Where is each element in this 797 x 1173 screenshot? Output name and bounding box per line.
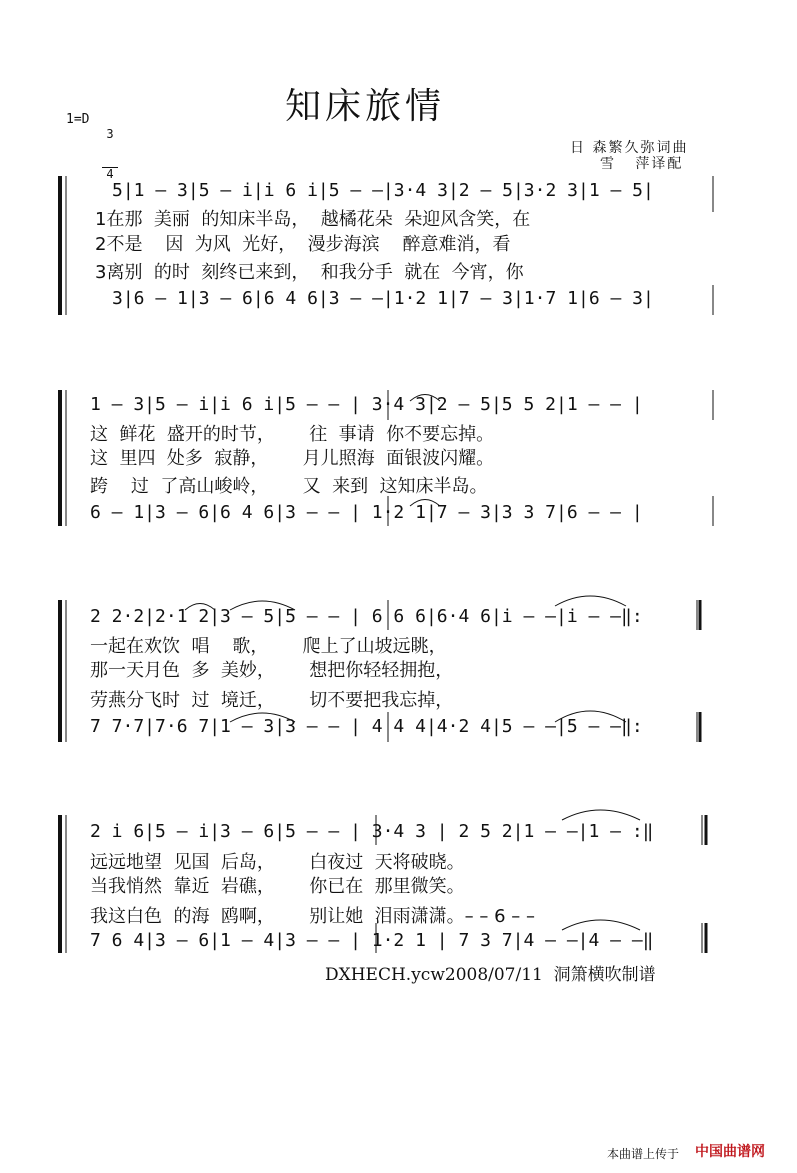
transcriber-footer: DXHECH.ycw2008/07/11 洞箫横吹制谱 — [325, 965, 656, 985]
system-2-lyric-3: 跨 过 了高山峻岭， 又 来到 这知床半岛。 — [90, 476, 488, 497]
system-2-top-notes: 1 – 3|5 – i|i 6 i|5 – – | 3·4 3|2 – 5|5 5 2|1 – – | — [90, 394, 643, 415]
upload-note: 本曲谱上传于 — [607, 1147, 680, 1161]
slur — [562, 810, 640, 820]
credit-line-1: 日 森繁久弥词曲 — [570, 140, 689, 156]
system-3-lyric-2: 那一天月色 多 美妙， 想把你轻轻拥抱， — [90, 660, 454, 681]
time-signature-top: 3 — [106, 127, 114, 141]
system-1-top-notes: 5|1 – 3|5 – i|i 6 i|5 – –|3·4 3|2 – 5|3·2 3|1 – 5| — [112, 180, 654, 201]
system-4-lyric-1: 远远地望 见国 后岛， 白夜过 天将破晓。 — [90, 852, 465, 873]
song-title: 知床旅情 — [285, 86, 446, 127]
system-1-bottom-notes: 3|6 – 1|3 – 6|6 4 6|3 – –|1·2 1|7 – 3|1·7 1|6 – 3| — [112, 288, 654, 309]
credit-line-2: 雪 萍译配 — [600, 156, 684, 172]
site-logo[interactable]: 中国曲谱网 — [695, 1144, 765, 1160]
key-signature: 1=D — [66, 112, 90, 127]
system-3-top-notes: 2 2·2|2·1 2|3 – 5|5 – – | 6 6 6|6·4 6|i – –|i – –‖: — [90, 606, 643, 627]
system-4-lyric-3: 我这白色 的海 鸥啊， 别让她 泪雨潇潇。– – 6 – – — [90, 906, 535, 927]
system-2-bottom-notes: 6 – 1|3 – 6|6 4 6|3 – – | 1·2 1|7 – 3|3 3 7|6 – – | — [90, 502, 643, 523]
slur — [562, 920, 640, 930]
system-3-lyric-1: 一起在欢饮 唱 歌， 爬上了山坡远眺， — [90, 636, 447, 657]
system-3-lyric-3: 劳燕分飞时 过 境迁， 切不要把我忘掉， — [90, 690, 454, 711]
system-4-bottom-notes: 7 6 4|3 – 6|1 – 4|3 – – | 1·2 1 | 7 3 7|4 – –|4 – –‖ — [90, 930, 654, 951]
system-1-lyric-2: 2不是 因 为风 光好， 漫步海滨 醉意难消，看 — [95, 234, 511, 255]
system-2-lyric-1: 这 鲜花 盛开的时节， 往 事请 你不要忘掉。 — [90, 424, 495, 445]
system-1-lyric-3: 3离别 的时 刻终已来到， 和我分手 就在 今宵，你 — [95, 262, 524, 283]
system-4-lyric-2: 当我悄然 靠近 岩礁， 你已在 那里微笑。 — [90, 876, 465, 897]
system-2-lyric-2: 这 里四 处多 寂静， 月儿照海 面银波闪耀。 — [90, 448, 495, 469]
slur — [555, 596, 626, 606]
system-1-lyric-1: 1在那 美丽 的知床半岛， 越橘花朵 朵迎风含笑，在 — [95, 209, 531, 230]
system-4-top-notes: 2 i 6|5 – i|3 – 6|5 – – | 3·4 3 | 2 5 2|1 – –|1 – :‖ — [90, 821, 654, 842]
system-3-bottom-notes: 7 7·7|7·6 7|1 – 3|3 – – | 4 4 4|4·2 4|5 – –|5 – –‖: — [90, 716, 643, 737]
time-signature-bottom: 4 — [102, 167, 118, 181]
